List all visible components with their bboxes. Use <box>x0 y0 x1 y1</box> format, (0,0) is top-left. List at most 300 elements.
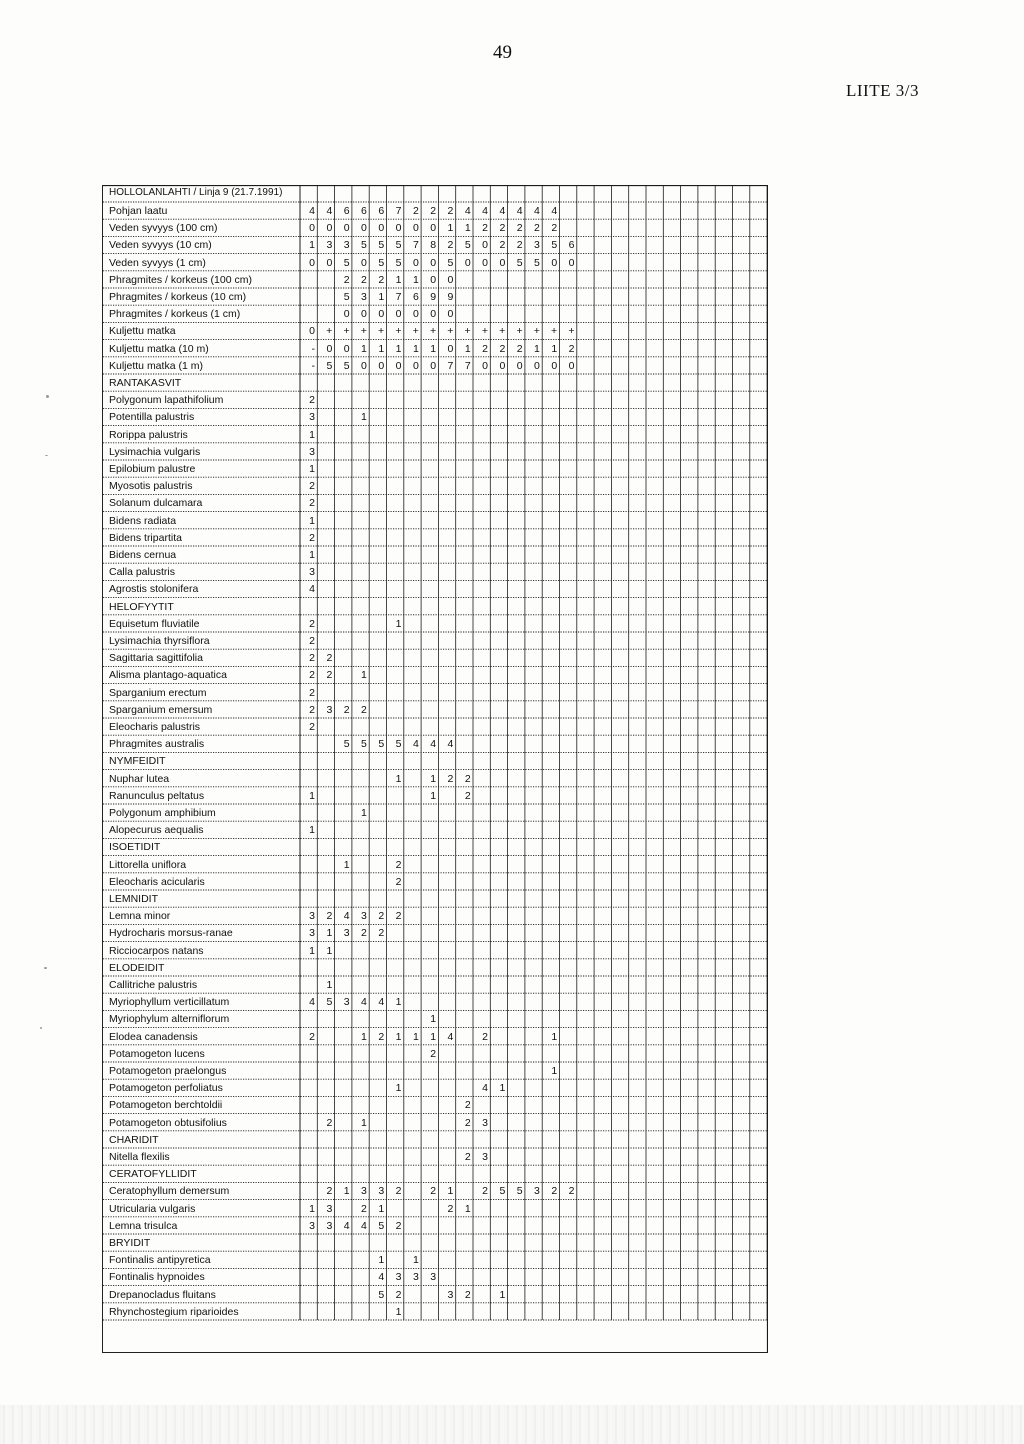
value-cell: 0 <box>309 222 315 235</box>
value-cell: 0 <box>343 222 350 235</box>
value-cell: 0 <box>378 222 385 235</box>
value-cell: 9 <box>447 291 454 303</box>
value-cell: 2 <box>326 910 333 923</box>
value-cell: 3 <box>309 566 315 579</box>
row-label: Ricciocarpos natans <box>109 944 204 957</box>
value-cell: 0 <box>551 256 558 269</box>
row-label: Veden syvyys (100 cm) <box>109 222 218 235</box>
page-number: 49 <box>493 42 512 63</box>
value-cell: 1 <box>309 1202 315 1215</box>
row-label: Agrostis stolonifera <box>109 583 199 596</box>
value-cell: 1 <box>412 1030 419 1043</box>
row-label: Eleocharis palustris <box>109 721 201 733</box>
value-cell: 2 <box>447 239 454 252</box>
value-cell: 2 <box>447 205 454 217</box>
value-cell: 2 <box>412 205 419 217</box>
value-cell: 3 <box>326 703 333 716</box>
value-cell: 0 <box>343 308 350 321</box>
row-label: Littorella uniflora <box>109 858 187 871</box>
value-cell: 2 <box>482 342 488 355</box>
value-cell: 1 <box>309 824 315 837</box>
value-cell: 2 <box>326 1185 333 1198</box>
value-cell: 6 <box>412 291 419 303</box>
row-label: Myriophylum alterniflorum <box>109 1013 230 1026</box>
value-cell: 1 <box>447 1185 454 1198</box>
value-cell: 4 <box>326 205 333 217</box>
value-cell: 1 <box>430 342 437 355</box>
value-cell: 4 <box>343 1219 350 1232</box>
value-cell: 7 <box>395 291 402 303</box>
row-label: Potentilla palustris <box>109 411 195 424</box>
value-cell: 5 <box>378 738 385 751</box>
value-cell: 3 <box>326 1202 333 1215</box>
value-cell: 2 <box>395 1185 402 1198</box>
value-cell: 0 <box>361 222 367 235</box>
row-label: Nuphar lutea <box>109 772 170 785</box>
value-cell: 2 <box>378 273 385 286</box>
value-cell: 3 <box>309 927 315 940</box>
row-label: Sparganium erectum <box>109 686 207 699</box>
row-label: CERATOFYLLIDIT <box>109 1168 197 1181</box>
value-cell: 3 <box>309 445 315 458</box>
value-cell: 6 <box>378 205 385 217</box>
row-label: Kuljettu matka <box>109 325 176 338</box>
value-cell: 3 <box>309 411 315 424</box>
value-cell: 0 <box>326 342 333 355</box>
value-cell: + <box>343 325 350 338</box>
value-cell: 2 <box>309 531 315 544</box>
value-cell: 2 <box>309 703 315 716</box>
value-cell: 2 <box>309 721 315 733</box>
row-label: Polygonum lapathifolium <box>109 394 224 407</box>
value-cell: 1 <box>395 1030 402 1043</box>
value-cell: 1 <box>326 979 333 991</box>
value-cell: 0 <box>309 325 315 338</box>
value-cell: + <box>516 325 523 338</box>
value-cell: 3 <box>343 239 350 252</box>
value-cell: 1 <box>464 222 471 235</box>
value-cell: 0 <box>378 359 385 372</box>
value-cell: 2 <box>568 342 575 355</box>
value-cell: 1 <box>343 858 350 871</box>
value-cell: 2 <box>378 910 385 923</box>
value-cell: 0 <box>412 256 419 269</box>
value-cell: 0 <box>430 359 437 372</box>
value-cell: 2 <box>430 1185 437 1198</box>
value-cell: + <box>447 325 454 338</box>
value-cell: 0 <box>482 359 488 372</box>
value-cell: 2 <box>464 1116 471 1129</box>
row-label: Elodea canadensis <box>109 1030 198 1043</box>
value-cell: 4 <box>447 1030 454 1043</box>
value-cell: 2 <box>464 1151 471 1163</box>
value-cell: 3 <box>482 1116 488 1129</box>
value-cell: 0 <box>482 256 488 269</box>
value-cell: 0 <box>551 359 558 372</box>
value-cell: 2 <box>395 910 402 923</box>
value-cell: 4 <box>378 1271 385 1284</box>
value-cell: 3 <box>447 1288 454 1301</box>
value-cell: + <box>412 325 419 338</box>
value-cell: 1 <box>309 514 315 527</box>
value-cell: 3 <box>309 910 315 923</box>
value-cell: 0 <box>430 256 437 269</box>
value-cell: 3 <box>343 996 350 1009</box>
value-cell: 4 <box>343 910 350 923</box>
value-cell: 1 <box>309 944 315 957</box>
value-cell: + <box>464 325 471 338</box>
appendix-label: LIITE 3/3 <box>846 81 919 100</box>
row-label: Utricularia vulgaris <box>109 1202 196 1215</box>
value-cell: 5 <box>326 996 333 1009</box>
value-cell: 0 <box>309 256 315 269</box>
value-cell: 2 <box>361 273 367 286</box>
value-cell: 1 <box>499 1082 506 1095</box>
value-cell: 2 <box>309 394 315 407</box>
value-cell: 2 <box>430 1047 437 1060</box>
value-cell: 5 <box>534 256 540 269</box>
value-cell: 3 <box>395 1271 402 1284</box>
scan-speck <box>40 1027 42 1029</box>
value-cell: 1 <box>326 927 333 940</box>
value-cell: 2 <box>551 1185 558 1198</box>
row-label: Alopecurus aequalis <box>109 824 204 837</box>
value-cell: 2 <box>534 222 540 235</box>
vegetation-table <box>102 185 768 1353</box>
value-cell: + <box>429 325 437 338</box>
value-cell: 1 <box>534 342 540 355</box>
value-cell: 3 <box>326 1219 333 1232</box>
value-cell: 0 <box>568 359 575 372</box>
value-cell: 3 <box>343 927 350 940</box>
value-cell: 1 <box>395 1082 402 1095</box>
row-label: Rorippa palustris <box>109 428 188 441</box>
value-cell: 2 <box>361 1202 367 1215</box>
scan-speck <box>44 967 47 969</box>
value-cell: 0 <box>395 222 402 235</box>
value-cell: 1 <box>395 996 402 1009</box>
value-cell: 1 <box>551 1030 558 1043</box>
value-cell: + <box>568 325 575 338</box>
value-cell: 4 <box>482 1082 488 1095</box>
value-cell: 2 <box>516 239 523 252</box>
value-cell: 1 <box>309 789 315 802</box>
value-cell: 2 <box>343 273 350 286</box>
value-cell: 3 <box>378 1185 385 1198</box>
value-cell: 1 <box>361 411 367 424</box>
value-cell: 4 <box>482 205 488 217</box>
value-cell: 3 <box>361 291 367 303</box>
scan-artifact-stripe <box>0 1405 1024 1444</box>
row-label: Myriophyllum verticillatum <box>109 996 230 1009</box>
value-cell: 1 <box>395 617 402 630</box>
scan-speck <box>45 455 48 456</box>
value-cell: 4 <box>551 205 558 217</box>
row-label: Eleocharis acicularis <box>109 875 205 888</box>
value-cell: 7 <box>395 205 402 217</box>
value-cell: 0 <box>447 273 454 286</box>
value-cell: 1 <box>343 1185 350 1198</box>
value-cell: 2 <box>343 703 350 716</box>
value-cell: 2 <box>551 222 558 235</box>
value-cell: 2 <box>482 222 488 235</box>
value-cell: 5 <box>516 1185 523 1198</box>
value-cell: 0 <box>412 222 419 235</box>
value-cell: 0 <box>361 359 367 372</box>
value-cell: 1 <box>395 342 402 355</box>
value-cell: 2 <box>464 772 471 785</box>
value-cell: 0 <box>516 359 523 372</box>
value-cell: 2 <box>361 927 367 940</box>
value-cell: 2 <box>464 789 471 802</box>
value-cell: 5 <box>395 738 402 751</box>
value-cell: 2 <box>464 1099 471 1112</box>
value-cell: 2 <box>309 669 315 682</box>
row-label: Potamogeton lucens <box>109 1047 205 1060</box>
value-cell: 1 <box>395 772 402 785</box>
value-cell: 5 <box>343 291 350 303</box>
value-cell: 6 <box>343 205 350 217</box>
row-label: Pohjan laatu <box>109 205 168 217</box>
row-label: Lysimachia vulgaris <box>109 445 201 458</box>
value-cell: 2 <box>395 858 402 871</box>
row-label: Lemna minor <box>109 910 171 923</box>
value-cell: + <box>499 325 506 338</box>
value-cell: 2 <box>516 342 523 355</box>
row-label: Ceratophyllum demersum <box>109 1185 230 1198</box>
value-cell: 2 <box>378 1030 385 1043</box>
value-cell: 2 <box>430 205 437 217</box>
value-cell: 0 <box>378 308 385 321</box>
row-label: Nitella flexilis <box>109 1151 170 1163</box>
value-cell: 2 <box>516 222 523 235</box>
value-cell: + <box>481 325 488 338</box>
value-cell: 1 <box>326 944 333 957</box>
value-cell: 0 <box>343 342 350 355</box>
value-cell: 5 <box>361 738 367 751</box>
value-cell: 2 <box>447 772 454 785</box>
value-cell: 0 <box>499 256 506 269</box>
value-cell: 1 <box>378 291 385 303</box>
value-cell: 4 <box>309 996 315 1009</box>
value-cell: 1 <box>551 1065 558 1077</box>
value-cell: 1 <box>361 807 367 819</box>
value-cell: 5 <box>343 256 350 269</box>
value-cell: 7 <box>412 239 419 252</box>
value-cell: 2 <box>309 617 315 630</box>
value-cell: 2 <box>309 497 315 510</box>
value-cell: 1 <box>361 1116 367 1129</box>
value-cell: 5 <box>516 256 523 269</box>
row-label: Alisma plantago-aquatica <box>109 669 227 682</box>
value-cell: 5 <box>447 256 454 269</box>
value-cell: 2 <box>395 875 402 888</box>
value-cell: - <box>311 342 315 355</box>
value-cell: 5 <box>378 239 385 252</box>
value-cell: 4 <box>361 996 367 1009</box>
value-cell: 0 <box>361 308 367 321</box>
value-cell: 5 <box>378 1288 385 1301</box>
row-label: Lysimachia thyrsiflora <box>109 635 210 647</box>
row-label: Potamogeton perfoliatus <box>109 1082 223 1095</box>
value-cell: 8 <box>430 239 437 252</box>
value-cell: 1 <box>378 1202 385 1215</box>
value-cell: 1 <box>447 222 454 235</box>
value-cell: 1 <box>499 1288 506 1301</box>
value-cell: 2 <box>499 342 506 355</box>
value-cell: 5 <box>326 359 333 372</box>
row-label: ISOETIDIT <box>109 841 161 854</box>
value-cell: 2 <box>309 686 315 699</box>
value-cell: 2 <box>482 1185 488 1198</box>
row-label: Phragmites / korkeus (1 cm) <box>109 308 241 321</box>
value-cell: 2 <box>378 927 385 940</box>
value-cell: 1 <box>412 1254 419 1267</box>
row-label: Hydrocharis morsus-ranae <box>109 927 233 940</box>
value-cell: 0 <box>447 308 454 321</box>
value-cell: 9 <box>430 291 437 303</box>
row-label: ELODEIDIT <box>109 961 165 974</box>
row-label: Epilobium palustre <box>109 463 196 475</box>
value-cell: 2 <box>395 1219 402 1232</box>
value-cell: 5 <box>395 256 402 269</box>
value-cell: 5 <box>464 239 471 252</box>
value-cell: 4 <box>361 1219 367 1232</box>
value-cell: 3 <box>534 239 540 252</box>
value-cell: + <box>326 325 333 338</box>
row-label: Fontinalis antipyretica <box>109 1254 211 1267</box>
value-cell: 0 <box>430 222 437 235</box>
scan-speck <box>46 395 49 398</box>
row-label: NYMFEIDIT <box>109 755 166 768</box>
value-cell: 0 <box>430 308 437 321</box>
row-label: Drepanocladus fluitans <box>109 1288 216 1301</box>
value-cell: 3 <box>482 1151 488 1163</box>
value-cell: 0 <box>482 239 488 252</box>
row-label: Phragmites / korkeus (100 cm) <box>109 273 252 286</box>
value-cell: 2 <box>326 1116 333 1129</box>
row-label: Kuljettu matka (1 m) <box>109 359 203 372</box>
value-cell: 1 <box>309 239 315 252</box>
row-label: Solanum dulcamara <box>109 497 203 510</box>
value-cell: 2 <box>447 1202 454 1215</box>
value-cell: 1 <box>378 342 385 355</box>
row-label: BRYIDIT <box>109 1237 151 1249</box>
value-cell: 3 <box>412 1271 419 1284</box>
value-cell: 6 <box>361 205 367 217</box>
value-cell: 0 <box>568 256 575 269</box>
value-cell: 0 <box>412 308 419 321</box>
row-label: Polygonum amphibium <box>109 807 216 819</box>
value-cell: 3 <box>309 1219 315 1232</box>
value-cell: 1 <box>412 273 419 286</box>
value-cell: 0 <box>464 256 471 269</box>
value-cell: 4 <box>378 996 385 1009</box>
value-cell: 1 <box>412 342 419 355</box>
row-label: Kuljettu matka (10 m) <box>109 342 209 355</box>
value-cell: 1 <box>309 549 315 561</box>
row-label: Callitriche palustris <box>109 979 198 991</box>
value-cell: 5 <box>343 738 350 751</box>
value-cell: 5 <box>395 239 402 252</box>
value-cell: 5 <box>378 1219 385 1232</box>
value-cell: + <box>360 325 367 338</box>
row-label: Sparganium emersum <box>109 703 213 716</box>
row-label: Bidens cernua <box>109 549 177 561</box>
value-cell: + <box>395 325 402 338</box>
value-cell: 0 <box>534 359 540 372</box>
value-cell: 0 <box>395 308 402 321</box>
value-cell: 1 <box>378 1254 385 1267</box>
row-label: Calla palustris <box>109 566 175 579</box>
value-cell: 2 <box>464 1288 471 1301</box>
value-cell: + <box>551 325 558 338</box>
value-cell: 1 <box>361 1030 367 1043</box>
value-cell: 1 <box>430 789 437 802</box>
value-cell: 2 <box>309 1030 315 1043</box>
value-cell: 2 <box>309 480 315 493</box>
value-cell: 1 <box>395 273 402 286</box>
value-cell: 1 <box>395 1305 402 1318</box>
value-cell: 1 <box>309 428 315 441</box>
row-label: HELOFYYTIT <box>109 600 174 613</box>
row-label: CHARIDIT <box>109 1133 159 1146</box>
row-label: RANTAKASVIT <box>109 377 182 389</box>
value-cell: 1 <box>309 463 315 475</box>
value-cell: 0 <box>326 256 333 269</box>
row-label: Ranunculus peltatus <box>109 789 205 802</box>
value-cell: 0 <box>412 359 419 372</box>
value-cell: 4 <box>430 738 437 751</box>
row-label: Veden syvyys (1 cm) <box>109 256 206 269</box>
row-label: Bidens radiata <box>109 514 177 527</box>
row-label: Potamogeton berchtoldii <box>109 1099 223 1112</box>
value-cell: 5 <box>361 239 367 252</box>
row-label: Potamogeton praelongus <box>109 1065 227 1077</box>
value-cell: 3 <box>361 910 367 923</box>
value-cell: 1 <box>464 342 471 355</box>
value-cell: 2 <box>482 1030 488 1043</box>
value-cell: 3 <box>534 1185 540 1198</box>
table-title: HOLLOLANLAHTI / Linja 9 (21.7.1991) <box>109 187 283 198</box>
value-cell: 0 <box>395 359 402 372</box>
value-cell: 3 <box>326 239 333 252</box>
value-cell: 2 <box>326 669 333 682</box>
value-cell: 2 <box>309 635 315 647</box>
value-cell: 4 <box>309 205 315 217</box>
value-cell: 6 <box>568 239 575 252</box>
row-label: Bidens tripartita <box>109 531 182 544</box>
value-cell: 0 <box>326 222 333 235</box>
value-cell: 2 <box>326 652 333 665</box>
value-cell: 1 <box>430 772 437 785</box>
value-cell: 1 <box>430 1030 437 1043</box>
row-label: Equisetum fluviatile <box>109 617 200 630</box>
row-label: Potamogeton obtusifolius <box>109 1116 227 1129</box>
value-cell: 2 <box>499 222 506 235</box>
value-cell: 1 <box>551 342 558 355</box>
row-label: Veden syvyys (10 cm) <box>109 239 212 252</box>
row-label: LEMNIDIT <box>109 893 159 905</box>
value-cell: 5 <box>378 256 385 269</box>
value-cell: 0 <box>361 256 367 269</box>
value-cell: 2 <box>568 1185 575 1198</box>
row-label: Myosotis palustris <box>109 480 193 493</box>
value-cell: 1 <box>361 342 367 355</box>
value-cell: 0 <box>499 359 506 372</box>
row-label: Sagittaria sagittifolia <box>109 652 203 665</box>
value-cell: - <box>311 359 315 372</box>
